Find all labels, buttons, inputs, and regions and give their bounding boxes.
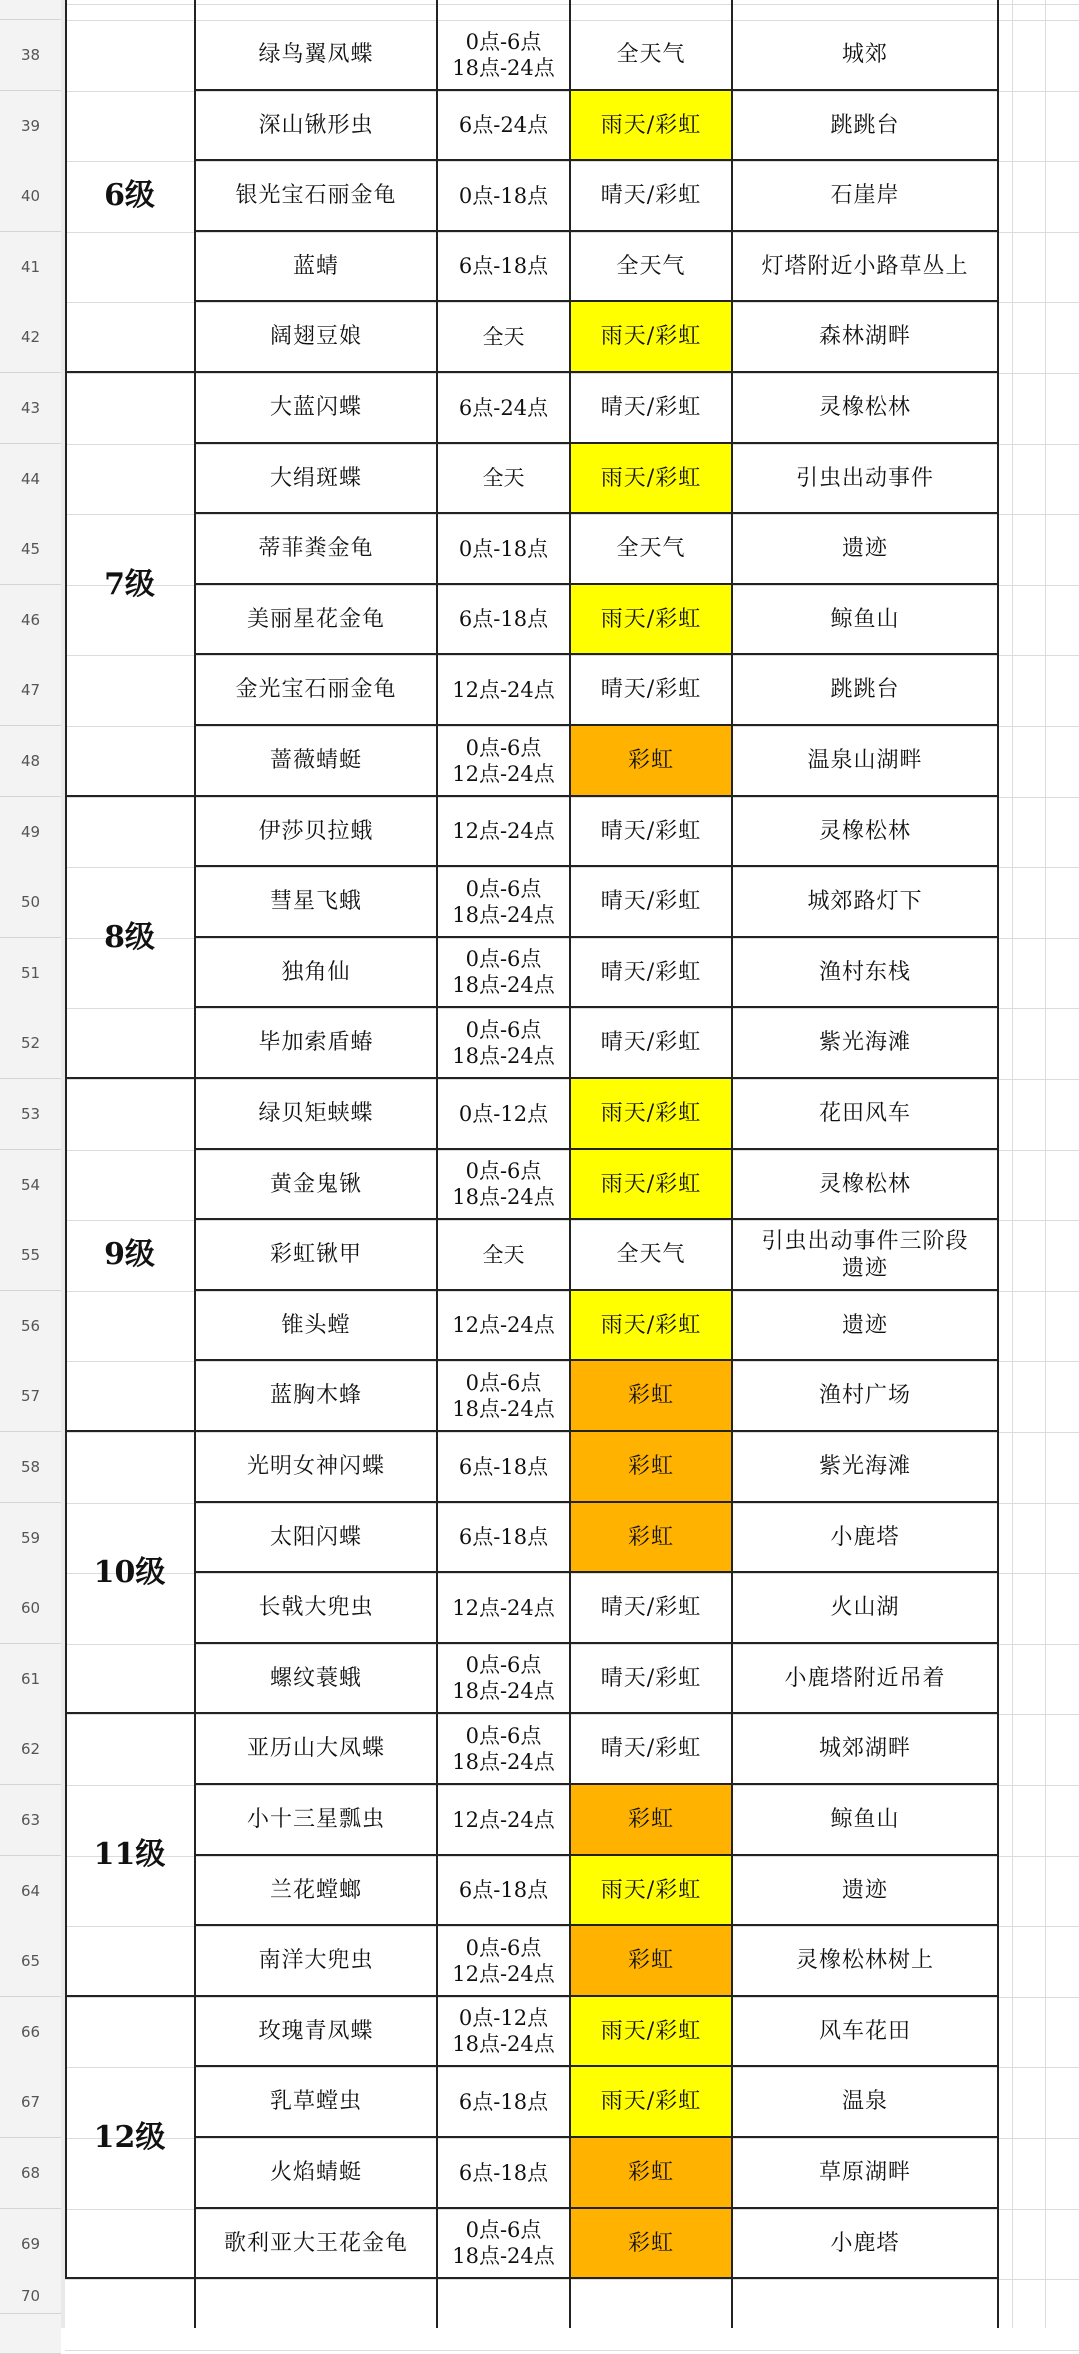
row-header[interactable]: 57 bbox=[0, 1361, 61, 1432]
location-cell[interactable]: 渔村东栈 bbox=[733, 938, 999, 1008]
time-cell[interactable]: 12点-24点 bbox=[438, 797, 571, 867]
time-cell[interactable]: 6点-18点 bbox=[438, 1503, 571, 1573]
row-header[interactable]: 39 bbox=[0, 91, 61, 162]
time-cell[interactable]: 6点-24点 bbox=[438, 373, 571, 444]
row-header[interactable]: 70 bbox=[0, 2279, 61, 2314]
location-cell[interactable]: 灵橡松林 bbox=[733, 373, 999, 444]
insect-name-cell[interactable]: 银光宝石丽金龟 bbox=[196, 161, 438, 232]
insect-name-cell[interactable]: 太阳闪蝶 bbox=[196, 1503, 438, 1573]
time-cell[interactable]: 0点-6点 18点-24点 bbox=[438, 1644, 571, 1714]
weather-cell[interactable]: 彩虹 bbox=[571, 1785, 733, 1856]
weather-cell[interactable]: 彩虹 bbox=[571, 1361, 733, 1432]
weather-cell[interactable]: 彩虹 bbox=[571, 2138, 733, 2209]
weather-cell[interactable]: 雨天/彩虹 bbox=[571, 1150, 733, 1220]
weather-cell[interactable]: 雨天/彩虹 bbox=[571, 585, 733, 655]
column-border bbox=[436, 0, 438, 20]
weather-cell[interactable]: 雨天/彩虹 bbox=[571, 2067, 733, 2138]
insect-name-cell[interactable]: 蓝胸木蜂 bbox=[196, 1361, 438, 1432]
time-cell[interactable]: 0点-12点 bbox=[438, 1079, 571, 1150]
level-cell[interactable]: 9级 bbox=[65, 1079, 196, 1432]
row-header[interactable] bbox=[0, 0, 61, 20]
level-cell[interactable]: 12级 bbox=[65, 1997, 196, 2279]
weather-cell[interactable]: 雨天/彩虹 bbox=[571, 1079, 733, 1150]
location-cell[interactable]: 渔村广场 bbox=[733, 1361, 999, 1432]
insect-name-cell[interactable]: 火焰蜻蜓 bbox=[196, 2138, 438, 2209]
insect-name-cell[interactable]: 歌利亚大王花金龟 bbox=[196, 2209, 438, 2279]
gridline bbox=[65, 4, 1079, 5]
location-cell[interactable]: 遗迹 bbox=[733, 1291, 999, 1361]
column-border bbox=[569, 2279, 571, 2328]
time-cell[interactable]: 0点-12点 18点-24点 bbox=[438, 1997, 571, 2067]
weather-cell[interactable]: 晴天/彩虹 bbox=[571, 655, 733, 726]
time-cell[interactable]: 6点-18点 bbox=[438, 1856, 571, 1926]
insect-name-cell[interactable]: 锥头螳 bbox=[196, 1291, 438, 1361]
location-cell[interactable]: 温泉山湖畔 bbox=[733, 726, 999, 797]
row-header[interactable]: 49 bbox=[0, 797, 61, 868]
time-cell[interactable]: 6点-18点 bbox=[438, 2138, 571, 2209]
weather-cell[interactable]: 彩虹 bbox=[571, 1432, 733, 1503]
insect-name-cell[interactable]: 南洋大兜虫 bbox=[196, 1926, 438, 1997]
column-border bbox=[997, 0, 999, 20]
location-cell[interactable]: 跳跳台 bbox=[733, 655, 999, 726]
time-cell[interactable]: 全天 bbox=[438, 444, 571, 514]
weather-cell[interactable]: 晴天/彩虹 bbox=[571, 1573, 733, 1644]
insect-name-cell[interactable]: 蓝蜻 bbox=[196, 232, 438, 302]
row-header[interactable]: 44 bbox=[0, 444, 61, 515]
weather-cell[interactable]: 雨天/彩虹 bbox=[571, 302, 733, 373]
row-header[interactable]: 54 bbox=[0, 1150, 61, 1221]
location-cell[interactable]: 城郊 bbox=[733, 20, 999, 91]
column-border bbox=[569, 0, 571, 20]
location-cell[interactable]: 灵橡松林 bbox=[733, 1150, 999, 1220]
time-cell[interactable]: 12点-24点 bbox=[438, 655, 571, 726]
time-cell[interactable]: 0点-6点 18点-24点 bbox=[438, 867, 571, 938]
location-cell[interactable]: 灵橡松林树上 bbox=[733, 1926, 999, 1997]
insect-name-cell[interactable]: 玫瑰青凤蝶 bbox=[196, 1997, 438, 2067]
time-cell[interactable]: 0点-6点 18点-24点 bbox=[438, 20, 571, 91]
time-cell[interactable]: 全天 bbox=[438, 1220, 571, 1291]
time-cell[interactable]: 6点-18点 bbox=[438, 2067, 571, 2138]
row-header[interactable]: 55 bbox=[0, 1220, 61, 1291]
insect-name-cell[interactable]: 阔翅豆娘 bbox=[196, 302, 438, 373]
insect-name-cell[interactable]: 乳草螳虫 bbox=[196, 2067, 438, 2138]
location-cell[interactable]: 遗迹 bbox=[733, 514, 999, 585]
level-cell[interactable]: 11级 bbox=[65, 1714, 196, 1997]
location-cell[interactable]: 灵橡松林 bbox=[733, 797, 999, 867]
weather-cell[interactable]: 晴天/彩虹 bbox=[571, 1644, 733, 1714]
weather-cell[interactable]: 彩虹 bbox=[571, 1503, 733, 1573]
weather-cell[interactable]: 彩虹 bbox=[571, 1926, 733, 1997]
location-cell[interactable]: 跳跳台 bbox=[733, 91, 999, 161]
weather-cell[interactable]: 晴天/彩虹 bbox=[571, 1008, 733, 1079]
time-cell[interactable]: 0点-6点 18点-24点 bbox=[438, 1714, 571, 1785]
location-cell[interactable]: 鲸鱼山 bbox=[733, 585, 999, 655]
row-header[interactable]: 48 bbox=[0, 726, 61, 797]
insect-name-cell[interactable]: 绿鸟翼凤蝶 bbox=[196, 20, 438, 91]
weather-cell[interactable]: 彩虹 bbox=[571, 726, 733, 797]
column-border bbox=[436, 2279, 438, 2328]
column-border bbox=[65, 0, 67, 2279]
weather-cell[interactable]: 雨天/彩虹 bbox=[571, 1997, 733, 2067]
location-cell[interactable]: 温泉 bbox=[733, 2067, 999, 2138]
row-header[interactable]: 50 bbox=[0, 867, 61, 938]
insect-name-cell[interactable]: 亚历山大凤蝶 bbox=[196, 1714, 438, 1785]
level-cell[interactable]: 6级 bbox=[65, 20, 196, 373]
insect-name-cell[interactable]: 毕加索盾蝽 bbox=[196, 1008, 438, 1079]
location-cell[interactable]: 风车花田 bbox=[733, 1997, 999, 2067]
time-cell[interactable]: 0点-6点 12点-24点 bbox=[438, 1926, 571, 1997]
time-cell[interactable]: 6点-18点 bbox=[438, 1432, 571, 1503]
time-cell[interactable]: 0点-6点 12点-24点 bbox=[438, 726, 571, 797]
row-header[interactable]: 64 bbox=[0, 1856, 61, 1927]
row-header[interactable]: 56 bbox=[0, 1291, 61, 1362]
column-border bbox=[194, 0, 196, 20]
row-header[interactable]: 41 bbox=[0, 232, 61, 303]
column-border bbox=[731, 0, 733, 20]
row-header[interactable]: 62 bbox=[0, 1714, 61, 1785]
time-cell[interactable]: 0点-6点 18点-24点 bbox=[438, 1150, 571, 1220]
insect-name-cell[interactable]: 螺纹蓑蛾 bbox=[196, 1644, 438, 1714]
location-cell[interactable]: 小鹿塔附近吊着 bbox=[733, 1644, 999, 1714]
insect-name-cell[interactable]: 大蓝闪蝶 bbox=[196, 373, 438, 444]
insect-name-cell[interactable]: 长戟大兜虫 bbox=[196, 1573, 438, 1644]
insect-name-cell[interactable]: 蒂菲粪金龟 bbox=[196, 514, 438, 585]
row-header[interactable]: 42 bbox=[0, 302, 61, 373]
location-cell[interactable]: 紫光海滩 bbox=[733, 1432, 999, 1503]
level-cell[interactable]: 8级 bbox=[65, 797, 196, 1079]
row-header[interactable]: 47 bbox=[0, 655, 61, 726]
weather-cell[interactable]: 雨天/彩虹 bbox=[571, 444, 733, 514]
insect-name-cell[interactable]: 深山锹形虫 bbox=[196, 91, 438, 161]
insect-name-cell[interactable]: 独角仙 bbox=[196, 938, 438, 1008]
time-cell[interactable]: 0点-6点 18点-24点 bbox=[438, 2209, 571, 2279]
row-header[interactable]: 63 bbox=[0, 1785, 61, 1856]
weather-cell[interactable]: 全天气 bbox=[571, 1220, 733, 1291]
location-cell[interactable]: 火山湖 bbox=[733, 1573, 999, 1644]
row-header[interactable]: 67 bbox=[0, 2067, 61, 2138]
row-header[interactable]: 53 bbox=[0, 1079, 61, 1150]
row-header[interactable]: 61 bbox=[0, 1644, 61, 1715]
insect-name-cell[interactable]: 光明女神闪蝶 bbox=[196, 1432, 438, 1503]
row-header[interactable]: 59 bbox=[0, 1503, 61, 1574]
insect-name-cell[interactable]: 彗星飞蛾 bbox=[196, 867, 438, 938]
weather-cell[interactable]: 雨天/彩虹 bbox=[571, 91, 733, 161]
location-cell[interactable]: 石崖岸 bbox=[733, 161, 999, 232]
location-cell[interactable]: 草原湖畔 bbox=[733, 2138, 999, 2209]
gridline bbox=[65, 2279, 1079, 2280]
time-cell[interactable]: 0点-6点 18点-24点 bbox=[438, 938, 571, 1008]
time-cell[interactable]: 0点-18点 bbox=[438, 514, 571, 585]
insect-name-cell[interactable]: 彩虹锹甲 bbox=[196, 1220, 438, 1291]
weather-cell[interactable]: 全天气 bbox=[571, 232, 733, 302]
location-cell[interactable]: 引虫出动事件三阶段 遗迹 bbox=[733, 1220, 999, 1291]
row-header[interactable]: 45 bbox=[0, 514, 61, 585]
row-header[interactable]: 58 bbox=[0, 1432, 61, 1503]
time-cell[interactable]: 全天 bbox=[438, 302, 571, 373]
time-cell[interactable]: 12点-24点 bbox=[438, 1785, 571, 1856]
insect-name-cell[interactable]: 伊莎贝拉蛾 bbox=[196, 797, 438, 867]
weather-cell[interactable]: 雨天/彩虹 bbox=[571, 1856, 733, 1926]
row-header[interactable]: 69 bbox=[0, 2209, 61, 2280]
weather-cell[interactable]: 晴天/彩虹 bbox=[571, 1714, 733, 1785]
column-border bbox=[731, 2279, 733, 2328]
insect-name-cell[interactable]: 蔷薇蜻蜓 bbox=[196, 726, 438, 797]
row-header[interactable]: 60 bbox=[0, 1573, 61, 1644]
column-border bbox=[997, 2279, 999, 2328]
insect-name-cell[interactable]: 小十三星瓢虫 bbox=[196, 1785, 438, 1856]
insect-name-cell[interactable]: 兰花螳螂 bbox=[196, 1856, 438, 1926]
row-header[interactable]: 52 bbox=[0, 1008, 61, 1079]
time-cell[interactable]: 12点-24点 bbox=[438, 1573, 571, 1644]
column-border bbox=[194, 2279, 196, 2328]
row-header[interactable]: 46 bbox=[0, 585, 61, 656]
row-header[interactable]: 43 bbox=[0, 373, 61, 444]
row-header[interactable] bbox=[0, 2314, 61, 2354]
location-cell[interactable]: 小鹿塔 bbox=[733, 1503, 999, 1573]
weather-cell[interactable]: 晴天/彩虹 bbox=[571, 161, 733, 232]
weather-cell[interactable]: 雨天/彩虹 bbox=[571, 1291, 733, 1361]
time-cell[interactable]: 12点-24点 bbox=[438, 1291, 571, 1361]
insect-name-cell[interactable]: 绿贝矩蛱蝶 bbox=[196, 1079, 438, 1150]
time-cell[interactable]: 0点-6点 18点-24点 bbox=[438, 1361, 571, 1432]
weather-cell[interactable]: 全天气 bbox=[571, 20, 733, 91]
location-cell[interactable]: 小鹿塔 bbox=[733, 2209, 999, 2279]
time-cell[interactable]: 6点-18点 bbox=[438, 232, 571, 302]
weather-cell[interactable]: 晴天/彩虹 bbox=[571, 938, 733, 1008]
row-header[interactable]: 68 bbox=[0, 2138, 61, 2209]
weather-cell[interactable]: 晴天/彩虹 bbox=[571, 373, 733, 444]
location-cell[interactable]: 引虫出动事件 bbox=[733, 444, 999, 514]
weather-cell[interactable]: 全天气 bbox=[571, 514, 733, 585]
level-cell[interactable]: 7级 bbox=[65, 373, 196, 797]
location-cell[interactable]: 森林湖畔 bbox=[733, 302, 999, 373]
location-cell[interactable]: 城郊湖畔 bbox=[733, 1714, 999, 1785]
row-header[interactable]: 65 bbox=[0, 1926, 61, 1997]
row-header[interactable]: 51 bbox=[0, 938, 61, 1009]
location-cell[interactable]: 鲸鱼山 bbox=[733, 1785, 999, 1856]
insect-name-cell[interactable]: 大绢斑蝶 bbox=[196, 444, 438, 514]
weather-cell[interactable]: 晴天/彩虹 bbox=[571, 797, 733, 867]
location-cell[interactable]: 遗迹 bbox=[733, 1856, 999, 1926]
location-cell[interactable]: 城郊路灯下 bbox=[733, 867, 999, 938]
time-cell[interactable]: 0点-6点 18点-24点 bbox=[438, 1008, 571, 1079]
gridline-col bbox=[1045, 0, 1046, 2328]
time-cell[interactable]: 0点-18点 bbox=[438, 161, 571, 232]
time-cell[interactable]: 6点-24点 bbox=[438, 91, 571, 161]
weather-cell[interactable]: 彩虹 bbox=[571, 2209, 733, 2279]
row-header[interactable]: 38 bbox=[0, 20, 61, 91]
insect-name-cell[interactable]: 黄金鬼锹 bbox=[196, 1150, 438, 1220]
insect-name-cell[interactable]: 美丽星花金龟 bbox=[196, 585, 438, 655]
row-header[interactable]: 66 bbox=[0, 1997, 61, 2068]
weather-cell[interactable]: 晴天/彩虹 bbox=[571, 867, 733, 938]
row-header[interactable]: 40 bbox=[0, 161, 61, 232]
gridline bbox=[65, 2350, 1079, 2351]
insect-name-cell[interactable]: 金光宝石丽金龟 bbox=[196, 655, 438, 726]
location-cell[interactable]: 花田风车 bbox=[733, 1079, 999, 1150]
level-cell[interactable]: 10级 bbox=[65, 1432, 196, 1714]
gridline-col bbox=[1012, 0, 1013, 2328]
location-cell[interactable]: 紫光海滩 bbox=[733, 1008, 999, 1079]
location-cell[interactable]: 灯塔附近小路草丛上 bbox=[733, 232, 999, 302]
time-cell[interactable]: 6点-18点 bbox=[438, 585, 571, 655]
